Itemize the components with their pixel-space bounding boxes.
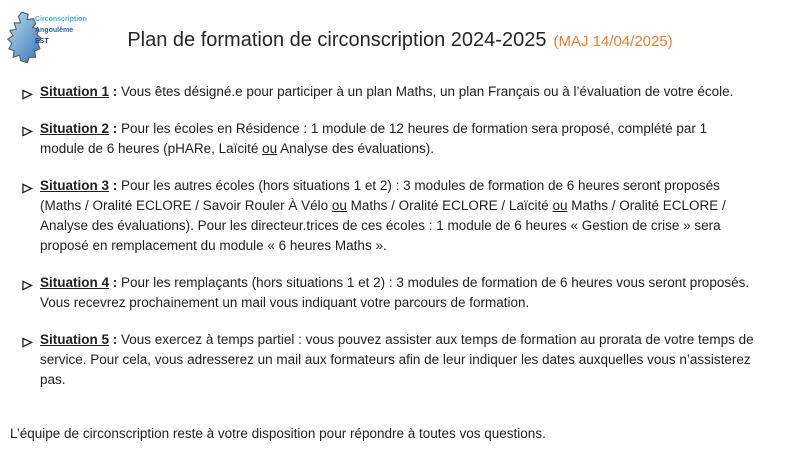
situation-label: Situation 3	[40, 178, 110, 193]
list-item	[22, 82, 755, 102]
bullet-text-segment: ou	[552, 198, 568, 213]
closing-line: L’équipe de circonscription reste à votre disposition pour répondre à toutes vos questions.	[10, 426, 546, 441]
bullet-text-segment: Analyse des évaluations).	[277, 141, 435, 156]
situation-separator: :	[109, 275, 122, 290]
arrowhead-right-icon	[22, 277, 33, 297]
arrowhead-right-icon	[22, 334, 33, 354]
bullet-text-segment: Pour les remplaçants (hors situations 1 et 2) : 3 modules de formation de 6 heures vous seront proposés. Vous recevrez prochainement un mail vous indiquant votre parcours de formation.	[40, 275, 750, 310]
title-updated-date: (MAJ 14/04/2025)	[553, 33, 673, 50]
situation-separator: :	[109, 332, 122, 347]
arrowhead-right-icon	[22, 123, 33, 143]
situation-label: Situation 5	[40, 332, 110, 347]
situation-label: Situation 4	[40, 275, 110, 290]
bullet-text-segment: Pour les autres écoles (hors situations 1 et 2) : 3 modules de formation de 6 heures seront proposés (Maths / Oralité ECLORE / Savoir Rouler À Vélo	[40, 178, 720, 213]
bullet-text-segment: Vous exercez à temps partiel : vous pouvez assister aux temps de formation au prorata de votre temps de service. Pour cela, vous adresserez un mail aux formateurs afin de leur indiquer les dates auxquelles vous n’assisterez pas.	[40, 332, 754, 387]
logo-line-est: EST	[35, 38, 49, 45]
situation-separator: :	[109, 121, 122, 136]
content-area	[22, 82, 755, 407]
list-item	[22, 273, 755, 313]
situation-separator: :	[109, 178, 122, 193]
situation-label: Situation 1	[40, 84, 110, 99]
bullet-text-segment: ou	[262, 141, 278, 156]
list-item	[22, 330, 755, 390]
title-text: Plan de formation de circonscription 2024-2025	[127, 29, 547, 51]
list-item	[22, 119, 755, 159]
situation-separator: :	[109, 84, 122, 99]
list-item	[22, 176, 755, 256]
bullet-text-segment: Pour les écoles en Résidence : 1 module de 12 heures de formation sera proposé, complété par 1 module de 6 heures (pHARe, Laïcité	[40, 121, 708, 156]
logo-line-circonscription: Circonscription	[35, 16, 87, 23]
logo-line-angouleme: Angoulême	[35, 27, 74, 34]
bullet-list	[22, 82, 755, 390]
situation-label: Situation 2	[40, 121, 110, 136]
bullet-text-segment: Maths / Oralité ECLORE / Laïcité	[346, 198, 553, 213]
arrowhead-right-icon	[22, 180, 33, 200]
bullet-text-segment: Maths / Oralité ECLORE / Analyse des évaluations). Pour les directeur.trices de ces écoles : 1 module de 6 heures « Gestion de crise » sera proposé en remplacement du module « 6 heures Maths ».	[40, 198, 726, 253]
arrowhead-right-icon	[22, 86, 33, 106]
bullet-text-segment: ou	[331, 198, 347, 213]
page-title	[0, 29, 800, 52]
bullet-text-segment: Vous êtes désigné.e pour participer à un plan Maths, un plan Français ou à l’évaluation de votre école.	[121, 84, 734, 99]
